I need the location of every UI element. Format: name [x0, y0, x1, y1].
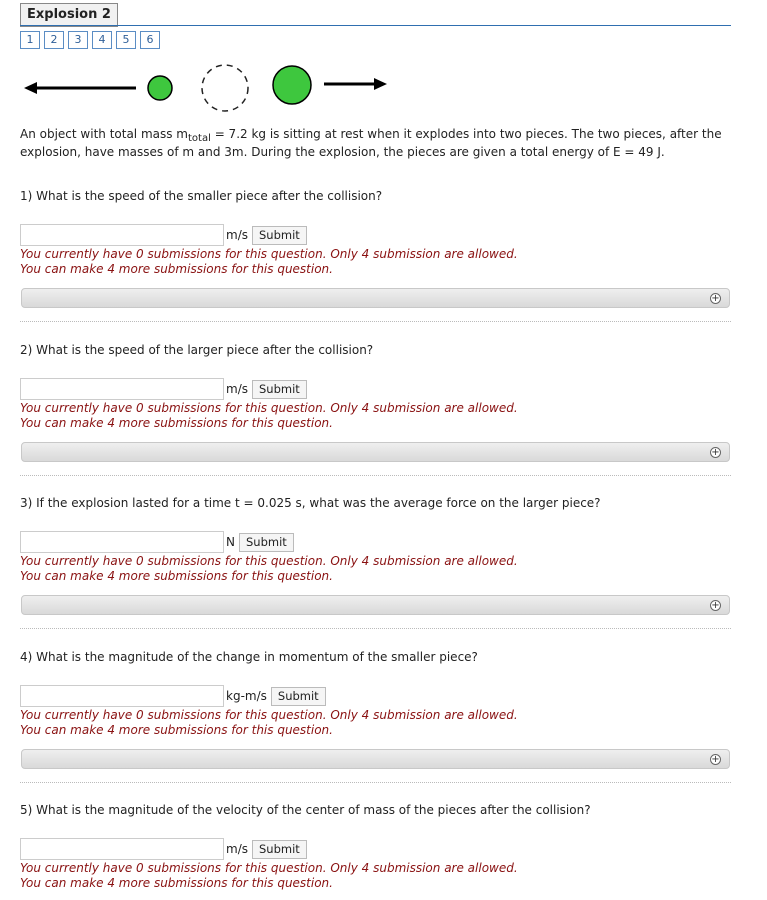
question-2-label: 2) What is the speed of the larger piece after the collision? [20, 343, 374, 357]
question-1-answer-row [20, 224, 307, 246]
question-5-submission-count: You currently have 0 submissions for this question. Only 4 submission are allowed. [20, 861, 518, 875]
question-4-submit-button[interactable]: Submit [271, 687, 326, 706]
question-5-unit: m/s [226, 842, 248, 856]
question-3-submission-count: You currently have 0 submissions for this question. Only 4 submission are allowed. [20, 554, 518, 568]
question-1-submission-count: You currently have 0 submissions for this question. Only 4 submission are allowed. [20, 247, 518, 261]
title-underline [20, 25, 731, 26]
question-4-help-bar[interactable] [21, 749, 730, 769]
question-3-unit: N [226, 535, 235, 549]
page-link-5[interactable]: 5 [116, 31, 136, 49]
question-4-answer-row [20, 685, 326, 707]
large-piece [273, 66, 311, 104]
page-link-1[interactable]: 1 [20, 31, 40, 49]
question-4-submission-count: You currently have 0 submissions for this question. Only 4 submission are allowed. [20, 708, 518, 722]
page-link-3[interactable]: 3 [68, 31, 88, 49]
page-link-6[interactable]: 6 [140, 31, 160, 49]
question-separator [20, 321, 731, 322]
question-1-input[interactable] [20, 224, 224, 246]
right-arrow [324, 78, 387, 90]
question-4-label: 4) What is the magnitude of the change in momentum of the smaller piece? [20, 650, 478, 664]
question-3-remaining-submissions: You can make 4 more submissions for this question. [20, 569, 333, 583]
question-4-remaining-submissions: You can make 4 more submissions for this question. [20, 723, 333, 737]
left-arrow [24, 82, 136, 94]
question-4-input[interactable] [20, 685, 224, 707]
question-4-unit: kg-m/s [226, 689, 267, 703]
original-object-outline [202, 65, 248, 111]
question-5-remaining-submissions: You can make 4 more submissions for this question. [20, 876, 333, 890]
question-2-submission-count: You currently have 0 submissions for this question. Only 4 submission are allowed. [20, 401, 518, 415]
question-2-help-bar[interactable] [21, 442, 730, 462]
question-1-unit: m/s [226, 228, 248, 242]
explosion-diagram [20, 60, 400, 116]
small-piece [148, 76, 172, 100]
page-link-2[interactable]: 2 [44, 31, 64, 49]
question-1-help-bar[interactable] [21, 288, 730, 308]
question-3-label: 3) If the explosion lasted for a time t = 0.025 s, what was the average force on the larger piece? [20, 496, 601, 510]
question-3-answer-row [20, 531, 294, 553]
question-5-answer-row [20, 838, 307, 860]
question-3-input[interactable] [20, 531, 224, 553]
question-2-remaining-submissions: You can make 4 more submissions for this question. [20, 416, 333, 430]
question-separator [20, 628, 731, 629]
question-2-answer-row [20, 378, 307, 400]
question-2-submit-button[interactable]: Submit [252, 380, 307, 399]
question-5-label: 5) What is the magnitude of the velocity of the center of mass of the pieces after the collision? [20, 803, 591, 817]
problem-statement: An object with total mass $m_{total} = 7.2$ kg is sitting at rest when it explodes into two pieces. The two pieces, after the explosion, have masses of m and 3m. During the explosion, the pieces are given a total energy of E = 49 J. [20, 127, 722, 159]
expand-plus-icon[interactable]: + [711, 600, 720, 611]
question-2-input[interactable] [20, 378, 224, 400]
question-3-help-bar[interactable] [21, 595, 730, 615]
question-separator [20, 782, 731, 783]
question-5-submit-button[interactable]: Submit [252, 840, 307, 859]
question-3-submit-button[interactable]: Submit [239, 533, 294, 552]
question-1-label: 1) What is the speed of the smaller piece after the collision? [20, 189, 383, 203]
question-1-remaining-submissions: You can make 4 more submissions for this question. [20, 262, 333, 276]
question-2-unit: m/s [226, 382, 248, 396]
question-5-input[interactable] [20, 838, 224, 860]
expand-plus-icon[interactable]: + [711, 754, 720, 765]
pagination [20, 31, 164, 49]
page-title: Explosion 2 [20, 3, 118, 27]
page-link-4[interactable]: 4 [92, 31, 112, 49]
question-1-submit-button[interactable]: Submit [252, 226, 307, 245]
question-separator [20, 475, 731, 476]
expand-plus-icon[interactable]: + [711, 447, 720, 458]
expand-plus-icon[interactable]: + [711, 293, 720, 304]
